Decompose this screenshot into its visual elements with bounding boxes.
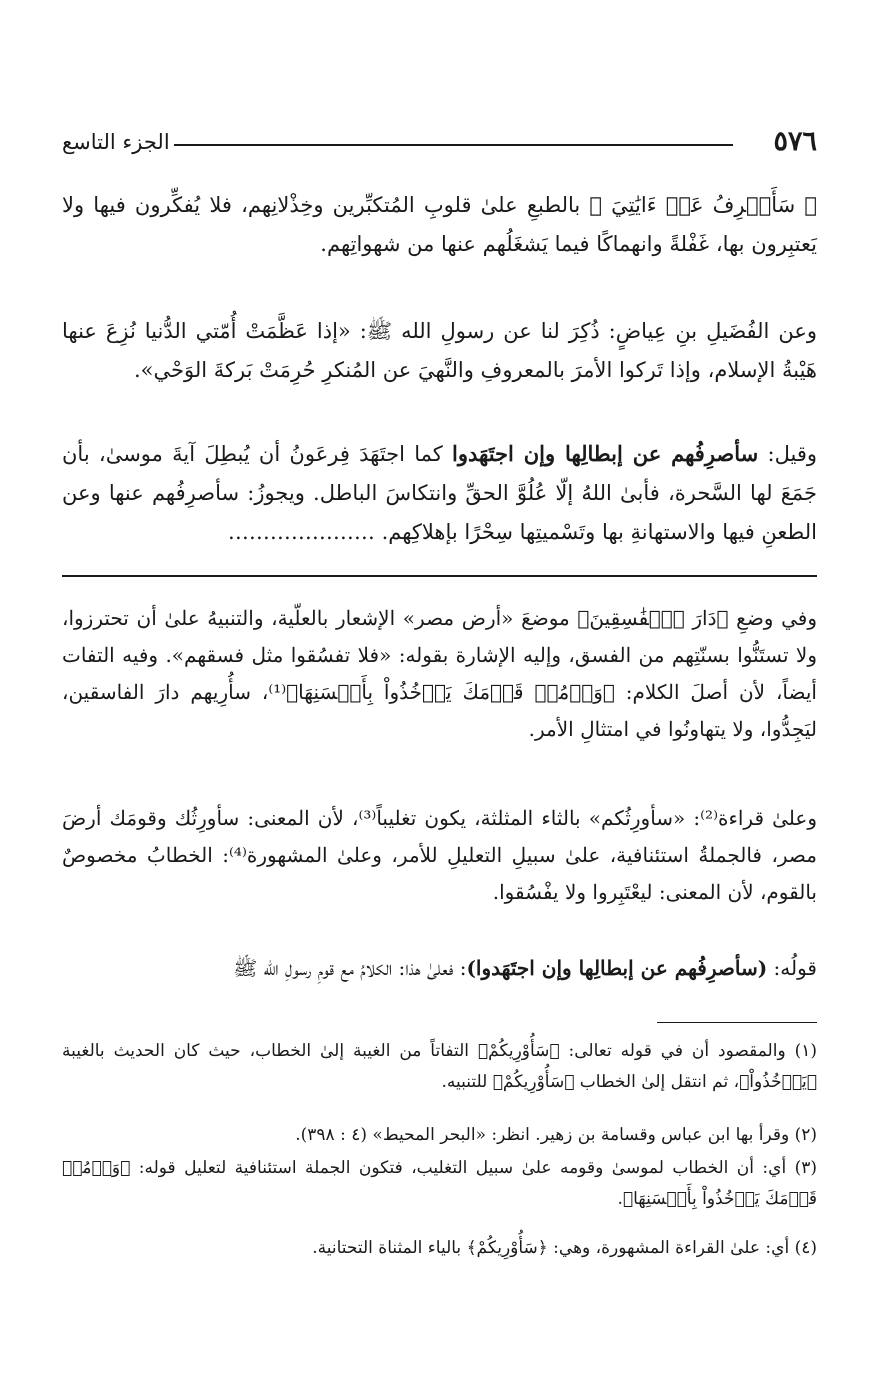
header-rule [174,144,733,146]
footnote-text: (٢) وقرأ بها ابن عباس وقسامة بن زهير. انظر: «البحر المحيط» (٤ : ٣٩٨). [295,1125,817,1145]
main-text-paragraph-2 [62,312,817,390]
footnote-text: (١) والمقصود أن في قوله تعالى: ﴿سَأُوْرِيكُمْ﴾ التفاتاً من الغيبة إلىٰ الخطاب، حيث كان الحديث بالغيبة ﴿يَأۡخُذُواْ﴾، ثم انتقل إلىٰ الخطاب ﴿سَأُوْرِيكُمْ﴾ للتنبيه. [62,1041,817,1092]
footnote-text: (٤) أي: علىٰ القراءة المشهورة، وهي: ﴿سَأُوْرِيكُمْ﴾ بالياء المثناة التحتانية. [312,1238,817,1258]
paragraph-rest: : فعلىٰ هذا: الكلامُ مع قومِ رسولِ الله ﷺ [233,956,467,980]
paragraph-lead: قولُه: [767,956,817,980]
running-title: الجزء التاسع [62,130,170,154]
page-header [62,124,817,164]
footnote-2 [62,1120,817,1151]
commentary-paragraph-2 [62,800,817,911]
paragraph-lead: وقيل: [758,442,818,466]
commentary-paragraph-3 [62,950,817,987]
bold-phrase: سأصرِفُهم عن إبطالِها وإن اجتَهَدوا [452,441,759,466]
commentary-text: وعلىٰ قراءة⁽²⁾: «سأورِثُكم» بالثاء المثلثة، يكون تغليباً⁽³⁾، لأن المعنى: سأورِثُك وقومَك أرضَ مصر، فالجملةُ استئنافية، علىٰ سبيلِ التعليلِ للأمر، وعلىٰ المشهورة⁽⁴⁾: الخطابُ مخصوصٌ بالقوم، لأن المعنى: ليعْتَبِروا ولا يفْسُقوا. [62,806,818,904]
footnote-divider [657,1022,817,1023]
continuation-dots: ………………… [227,520,375,544]
bold-phrase: (سأصرِفُهم عن إبطالِها وإن اجتَهَدوا) [466,956,768,980]
main-text-paragraph-1 [62,186,817,264]
main-commentary-divider [62,575,817,577]
page-number: ٥٧٦ [773,126,817,157]
footnote-1 [62,1036,817,1098]
footnote-3 [62,1153,817,1215]
main-text-paragraph-3 [62,434,817,552]
commentary-paragraph-1 [62,600,817,748]
commentary-text [62,950,817,987]
main-paragraph-text: ﴿ سَأَصۡرِفُ عَنۡ ءَايَٰتِيَ ﴾ بالطبعِ علىٰ قلوبِ المُتكبِّرين وخِذْلانِهم، فلا يُفكِّرون فيها ولا يَعتبِرون بها، غَفْلةً وانهماكًا فيما يَشغَلُهم عنها من شهواتِهم. [62,193,817,256]
footnote-text: (٣) أي: أن الخطاب لموسىٰ وقومه علىٰ سبيل التغليب، فتكون الجملة استئنافية لتعليل قوله: ﴿وَأۡمُرۡ قَوۡمَكَ يَأۡخُذُواْ بِأَحۡسَنِهَا﴾. [62,1158,817,1209]
footnote-4 [62,1233,817,1264]
main-paragraph-text [62,434,817,552]
main-paragraph-text: وعن الفُضَيلِ بنِ عِياضٍ: ذُكِرَ لنا عن رسولِ الله ﷺ: «إذا عَظَّمَتْ أُمّتي الدُّنيا نُزِعَ عنها هَيْبةُ الإسلام، وإذا تَركوا الأمرَ بالمعروفِ والنَّهيَ عن المُنكرِ حُرِمَتْ بَركةَ الوَحْي». [62,319,817,382]
paragraph-rest: كما اجتَهَدَ فِرعَونُ أن يُبطِلَ آيةَ موسىٰ، بأن جَمَعَ لها السَّحرة، فأبىٰ اللهُ إلّا عُلُوَّ الحقِّ وانتكاسَ الباطل. ويجوزُ: سأصرِفُهم عنها وعن الطعنِ فيها والاستهانةِ بها وتَسْميتِها سِحْرًا بإهلاكِهم. [62,442,817,544]
commentary-text: وفي وضعِ ﴿دَارَ ٱلۡفَٰسِقِينَ﴾ موضعَ «أرض مصر» الإشعار بالعلّية، والتنبيهُ علىٰ أن تحترزوا، ولا تستَنُّوا بسنّتِهم من الفسق، وإليه الإشارة بقوله: «فلا تفسُقوا مثل فسقهم». وفيه التفات أيضاً، لأن أصلَ الكلام: ﴿وَأۡمُرۡ قَوۡمَكَ يَأۡخُذُواْ بِأَحۡسَنِهَا﴾⁽¹⁾، سأُرِيهم دارَ الفاسقين، ليَجِدُّوا، ولا يتهاونُوا في امتثالِ الأمر. [62,606,817,741]
